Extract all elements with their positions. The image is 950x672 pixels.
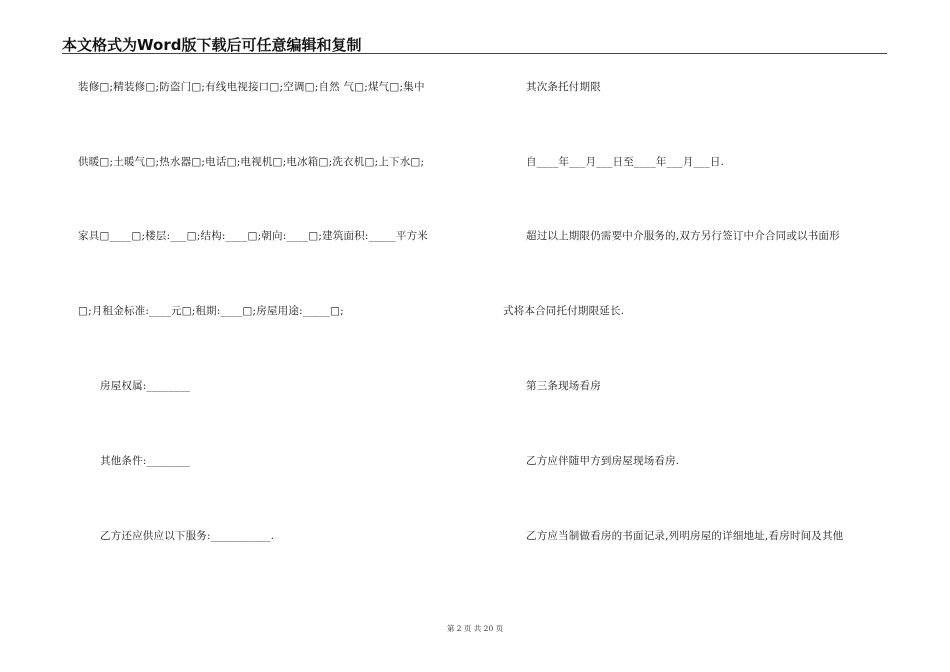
- right-line-3: 超过以上期限仍需要中介服务的,双方另行签订中介合同或以书面形: [526, 230, 840, 242]
- left-line-2: 供暖□;土暖气□;热水器□;电话□;电视机□;电冰箱□;洗衣机□;上下水□;: [78, 156, 425, 168]
- right-line-7: 乙方应当制做看房的书面记录,列明房屋的详细地址,看房时间及其他: [526, 530, 844, 542]
- left-line-7: 乙方还应供应以下服务:___________.: [100, 530, 275, 542]
- left-line-3: 家具□____□;楼层:___□;结构:____□;朝向:____□;建筑面积:_____平方米: [78, 230, 429, 242]
- right-line-2: 自____年___月___日至____年___月___日.: [526, 156, 725, 168]
- page-number-footer: 第 2 页 共 20 页: [446, 624, 504, 633]
- right-line-4: 式将本合同托付期限延长.: [503, 305, 625, 317]
- right-line-5: 第三条现场看房: [526, 380, 601, 392]
- left-line-6: 其他条件:________: [100, 455, 191, 467]
- header-divider: [62, 53, 887, 54]
- right-line-1: 其次条托付期限: [526, 81, 601, 93]
- left-line-1: 装修□;精装修□;防盗门□;有线电视接口□;空调□;自然 气□;煤气□;集中: [78, 81, 425, 93]
- document-header-title: 本文格式为Word版下载后可任意编辑和复制: [62, 36, 362, 54]
- right-line-6: 乙方应伴随甲方到房屋现场看房.: [526, 455, 680, 467]
- left-line-5: 房屋权属:________: [100, 380, 191, 392]
- left-line-4: □;月租金标准:____元□;租期:____□;房屋用途:_____□;: [78, 305, 344, 317]
